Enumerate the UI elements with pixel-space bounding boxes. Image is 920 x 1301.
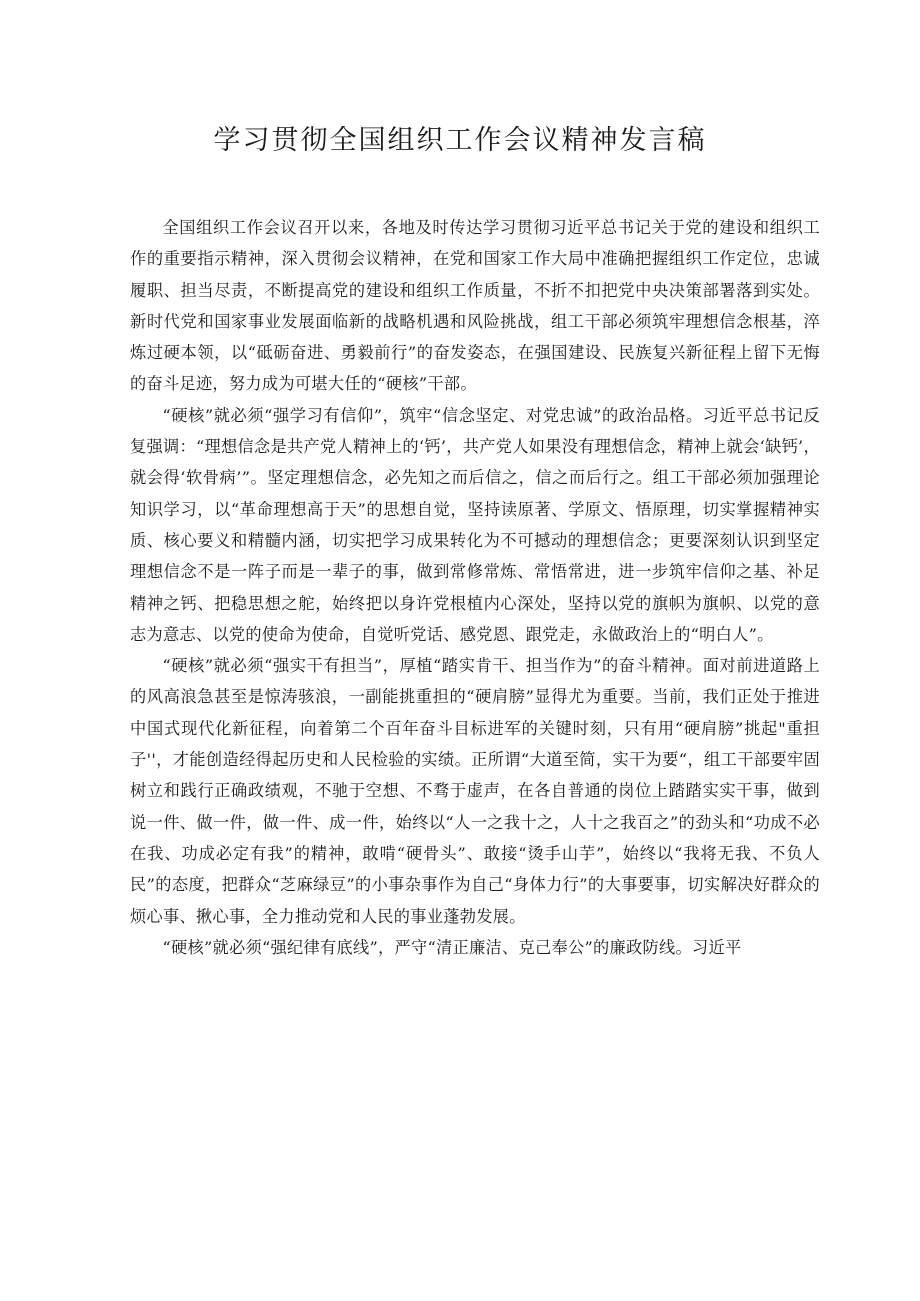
- paragraph-work-responsibility: “硬核”就必须“强实干有担当”，厚植“踏实肯干、担当作为”的奋斗精神。面对前进道路上的风高浪急甚至是惊涛骇浪，一副能挑重担的“硬肩膀”显得尤为重要。当前，我们正处于推进中国式现代化新征程，向着第二个百年奋斗目标进军的关键时刻，只有用“硬肩膀”挑起"重担子''，才能创造经得起历史和人民检验的实绩。正所谓“大道至简，实干为要“，组工干部要牢固树立和践行正确政绩观，不驰于空想、不骛于虚声，在各自普通的岗位上踏踏实实干事，做到说一件、做一件，做一件、成一件，始终以“人一之我十之，人十之我百之”的劲头和“功成不必在我、功成必定有我”的精神，敢啃“硬骨头”、敢接“烫手山芋”，始终以“我将无我、不负人民”的态度，把群众“芝麻绿豆”的小事杂事作为自己“身体力行”的大事要事，切实解决好群众的烦心事、揪心事，全力推动党和人民的事业蓬勃发展。: [130, 656, 820, 926]
- paragraph-intro: 全国组织工作会议召开以来，各地及时传达学习贯彻习近平总书记关于党的建设和组织工作的重要指示精神，深入贯彻会议精神，在党和国家工作大局中准确把握组织工作定位，忠诚履职、担当尽责，不断提高党的建设和组织工作质量，不折不扣把党中央决策部署落到实处。新时代党和国家事业发展面临新的战略机遇和风险挑战，组工干部必须筑牢理想信念根基，淬炼过硬本领，以“砥砺奋进、勇毅前行”的奋发姿态，在强国建设、民族复兴新征程上留下无悔的奋斗足迹，努力成为可堪大任的“硬核”干部。: [130, 218, 820, 394]
- paragraph-discipline: “硬核”就必须“强纪律有底线”，严守“清正廉洁、克己奉公”的廉政防线。习近平: [162, 937, 742, 957]
- paragraph-study-belief: “硬核”就必须“强学习有信仰”，筑牢“信念坚定、对党忠诚”的政治品格。习近平总书记反复强调：“理想信念是共产党人精神上的‘钙’，共产党人如果没有理想信念，精神上就会‘缺钙’，就会得‘软骨病’”。坚定理想信念，必先知之而后信之，信之而后行之。组工干部必须加强理论知识学习，以“革命理想高于天”的思想自觉，坚持读原著、学原文、悟原理，切实掌握精神实质、核心要义和精髓内涵，切实把学习成果转化为不可撼动的理想信念；更要深刻认识到坚定理想信念不是一阵子而是一辈子的事，做到常修常炼、常悟常进，进一步筑牢信仰之基、补足精神之钙、把稳思想之舵，始终把以身许党根植内心深处，坚持以党的旗帜为旗帜、以党的意志为意志、以党的使命为使命，自觉听党话、感党恩、跟党走，永做政治上的“明白人”。: [130, 405, 820, 644]
- document-title: 学习贯彻全国组织工作会议精神发言稿: [213, 125, 707, 156]
- document-body: [130, 212, 820, 963]
